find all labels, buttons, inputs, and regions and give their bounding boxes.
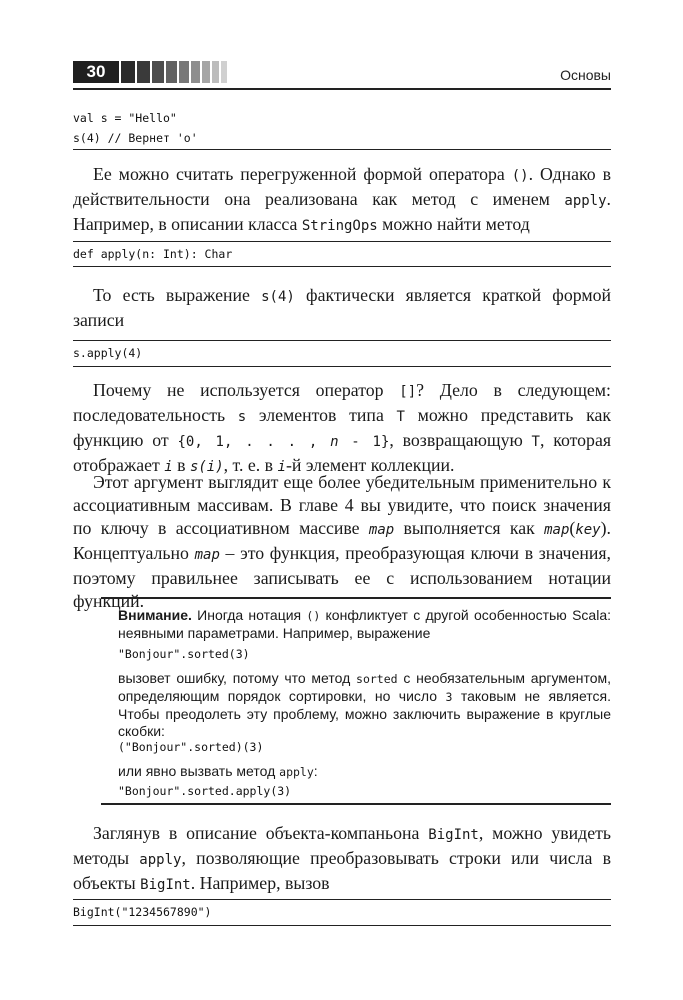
- text: , возвращающую: [389, 430, 532, 450]
- inline-code: {0, 1, . . . ,: [177, 434, 331, 450]
- inline-code-italic: s(i): [189, 459, 224, 475]
- inline-code: s(4): [261, 289, 295, 305]
- text: таковым не является. Чтобы преодолеть эту проблему, можно заключить выражение в круглые скобки:: [118, 688, 611, 739]
- code-rule: [73, 925, 611, 926]
- header-block: [212, 61, 219, 83]
- text: . Например, вызов: [190, 873, 330, 893]
- inline-code: - 1}: [338, 434, 390, 450]
- code-line: s(4) // Вернет 'o': [73, 131, 198, 145]
- text: можно найти метод: [377, 214, 530, 234]
- code-rule: [73, 149, 611, 150]
- inline-code-italic: map: [368, 522, 395, 538]
- code-rule: [73, 366, 611, 367]
- inline-code: BigInt: [428, 827, 479, 843]
- text: конфликтует с другой особенностью Scala: неявными параметрами. Например, выражение: [118, 607, 611, 641]
- inline-code: T: [531, 434, 540, 450]
- header-block: [221, 61, 227, 83]
- code-rule: [73, 266, 611, 267]
- text: Заглянув в описание объекта-компаньона: [93, 823, 429, 843]
- text: или явно вызвать метод: [118, 763, 280, 779]
- text: выполняется как: [394, 518, 545, 538]
- text: . Например, в описании класса: [73, 189, 611, 234]
- text: Почему не используется оператор: [93, 380, 400, 400]
- text: с необязательным аргументом, определяющим порядок сортировки, но число: [118, 670, 612, 704]
- header-block: [191, 61, 200, 83]
- chapter-title: Основы: [560, 67, 611, 83]
- code-line: def apply(n: Int): Char: [73, 247, 233, 261]
- inline-code-italic: map: [544, 522, 570, 538]
- page-header: [73, 61, 611, 85]
- inline-code-italic: key: [575, 522, 601, 538]
- note-rule-bottom: [101, 803, 611, 805]
- text: , позволяющие преобразовывать строки или числа в объекты: [73, 848, 611, 893]
- header-block: [166, 61, 177, 83]
- inline-code: (): [511, 168, 529, 184]
- inline-code-italic: i: [277, 459, 286, 475]
- text: – это функция, преобразующая ключи в значения, поэтому правильнее записывать ее с использованием нотации функций.: [73, 543, 611, 611]
- text: в: [172, 455, 190, 475]
- inline-code: s: [237, 409, 247, 425]
- text: , которая отображает: [73, 430, 612, 475]
- text: , можно увидеть методы: [73, 823, 611, 868]
- code-block: [73, 244, 611, 264]
- inline-code-italic: i: [164, 459, 173, 475]
- text: Ее можно считать перегруженной формой оператора: [93, 164, 512, 184]
- text: То есть выражение: [93, 285, 262, 305]
- code-line: val s = "Hello": [73, 111, 177, 125]
- code-block: [73, 902, 611, 922]
- inline-code: apply: [564, 193, 607, 209]
- note-text: [118, 763, 611, 781]
- paragraph: [73, 284, 611, 332]
- inline-code-italic: n: [330, 434, 339, 450]
- paragraph: [73, 471, 611, 613]
- text: Иногда нотация: [191, 607, 307, 623]
- note-code: "Bonjour".sorted(3): [118, 647, 250, 661]
- text: ). Концептуально: [73, 518, 611, 563]
- note-text: [118, 670, 611, 740]
- paragraph: [73, 163, 611, 238]
- inline-code: StringOps: [301, 218, 378, 234]
- page-number: 30: [73, 61, 119, 83]
- inline-code-italic: map: [194, 547, 220, 563]
- text: . Однако в действительности она реализована как метод с именем: [73, 164, 612, 209]
- code-line: s.apply(4): [73, 346, 143, 360]
- text: Этот аргумент выглядит еще более убедительным применительно к ассоциативным массивам. В главе 4 вы увидите, что поиск значения по ключу в ассоциативном массиве: [73, 472, 611, 538]
- text: можно представить как функцию от: [73, 405, 612, 450]
- note-rule-top: [101, 597, 611, 599]
- note-code: ("Bonjour".sorted)(3): [118, 740, 264, 754]
- inline-code: apply: [279, 765, 314, 779]
- text: -й элемент коллекции.: [285, 455, 455, 475]
- inline-code: apply: [139, 852, 182, 868]
- inline-code: T: [396, 409, 405, 425]
- header-block: [179, 61, 189, 83]
- code-rule: [73, 899, 611, 900]
- text: (: [569, 518, 576, 538]
- header-block: [137, 61, 150, 83]
- inline-code: 3: [445, 690, 453, 704]
- text: :: [313, 763, 318, 779]
- header-block: [152, 61, 164, 83]
- text: элементов типа: [246, 405, 397, 425]
- note-text: [118, 607, 611, 642]
- header-rule: [73, 88, 611, 90]
- inline-code: (): [306, 609, 321, 623]
- text: ? Дело в следующем: последовательность: [73, 380, 611, 425]
- inline-code: sorted: [356, 672, 398, 686]
- code-rule: [73, 340, 611, 341]
- code-block: [73, 343, 611, 363]
- code-line: BigInt("1234567890"): [73, 905, 212, 919]
- header-gradient-blocks: [121, 61, 229, 83]
- inline-code: BigInt: [140, 877, 191, 893]
- header-block: [202, 61, 210, 83]
- code-block: [73, 108, 611, 148]
- inline-code: []: [399, 384, 417, 400]
- paragraph: [73, 379, 611, 479]
- text: вызовет ошибку, потому что метод: [118, 670, 357, 686]
- header-block: [121, 61, 135, 83]
- code-rule: [73, 241, 611, 242]
- note-code: "Bonjour".sorted.apply(3): [118, 784, 292, 798]
- paragraph: [73, 822, 611, 897]
- text: , т. е. в: [223, 455, 278, 475]
- text: фактически является краткой формой записи: [73, 285, 611, 330]
- note-title: Внимание.: [118, 607, 192, 623]
